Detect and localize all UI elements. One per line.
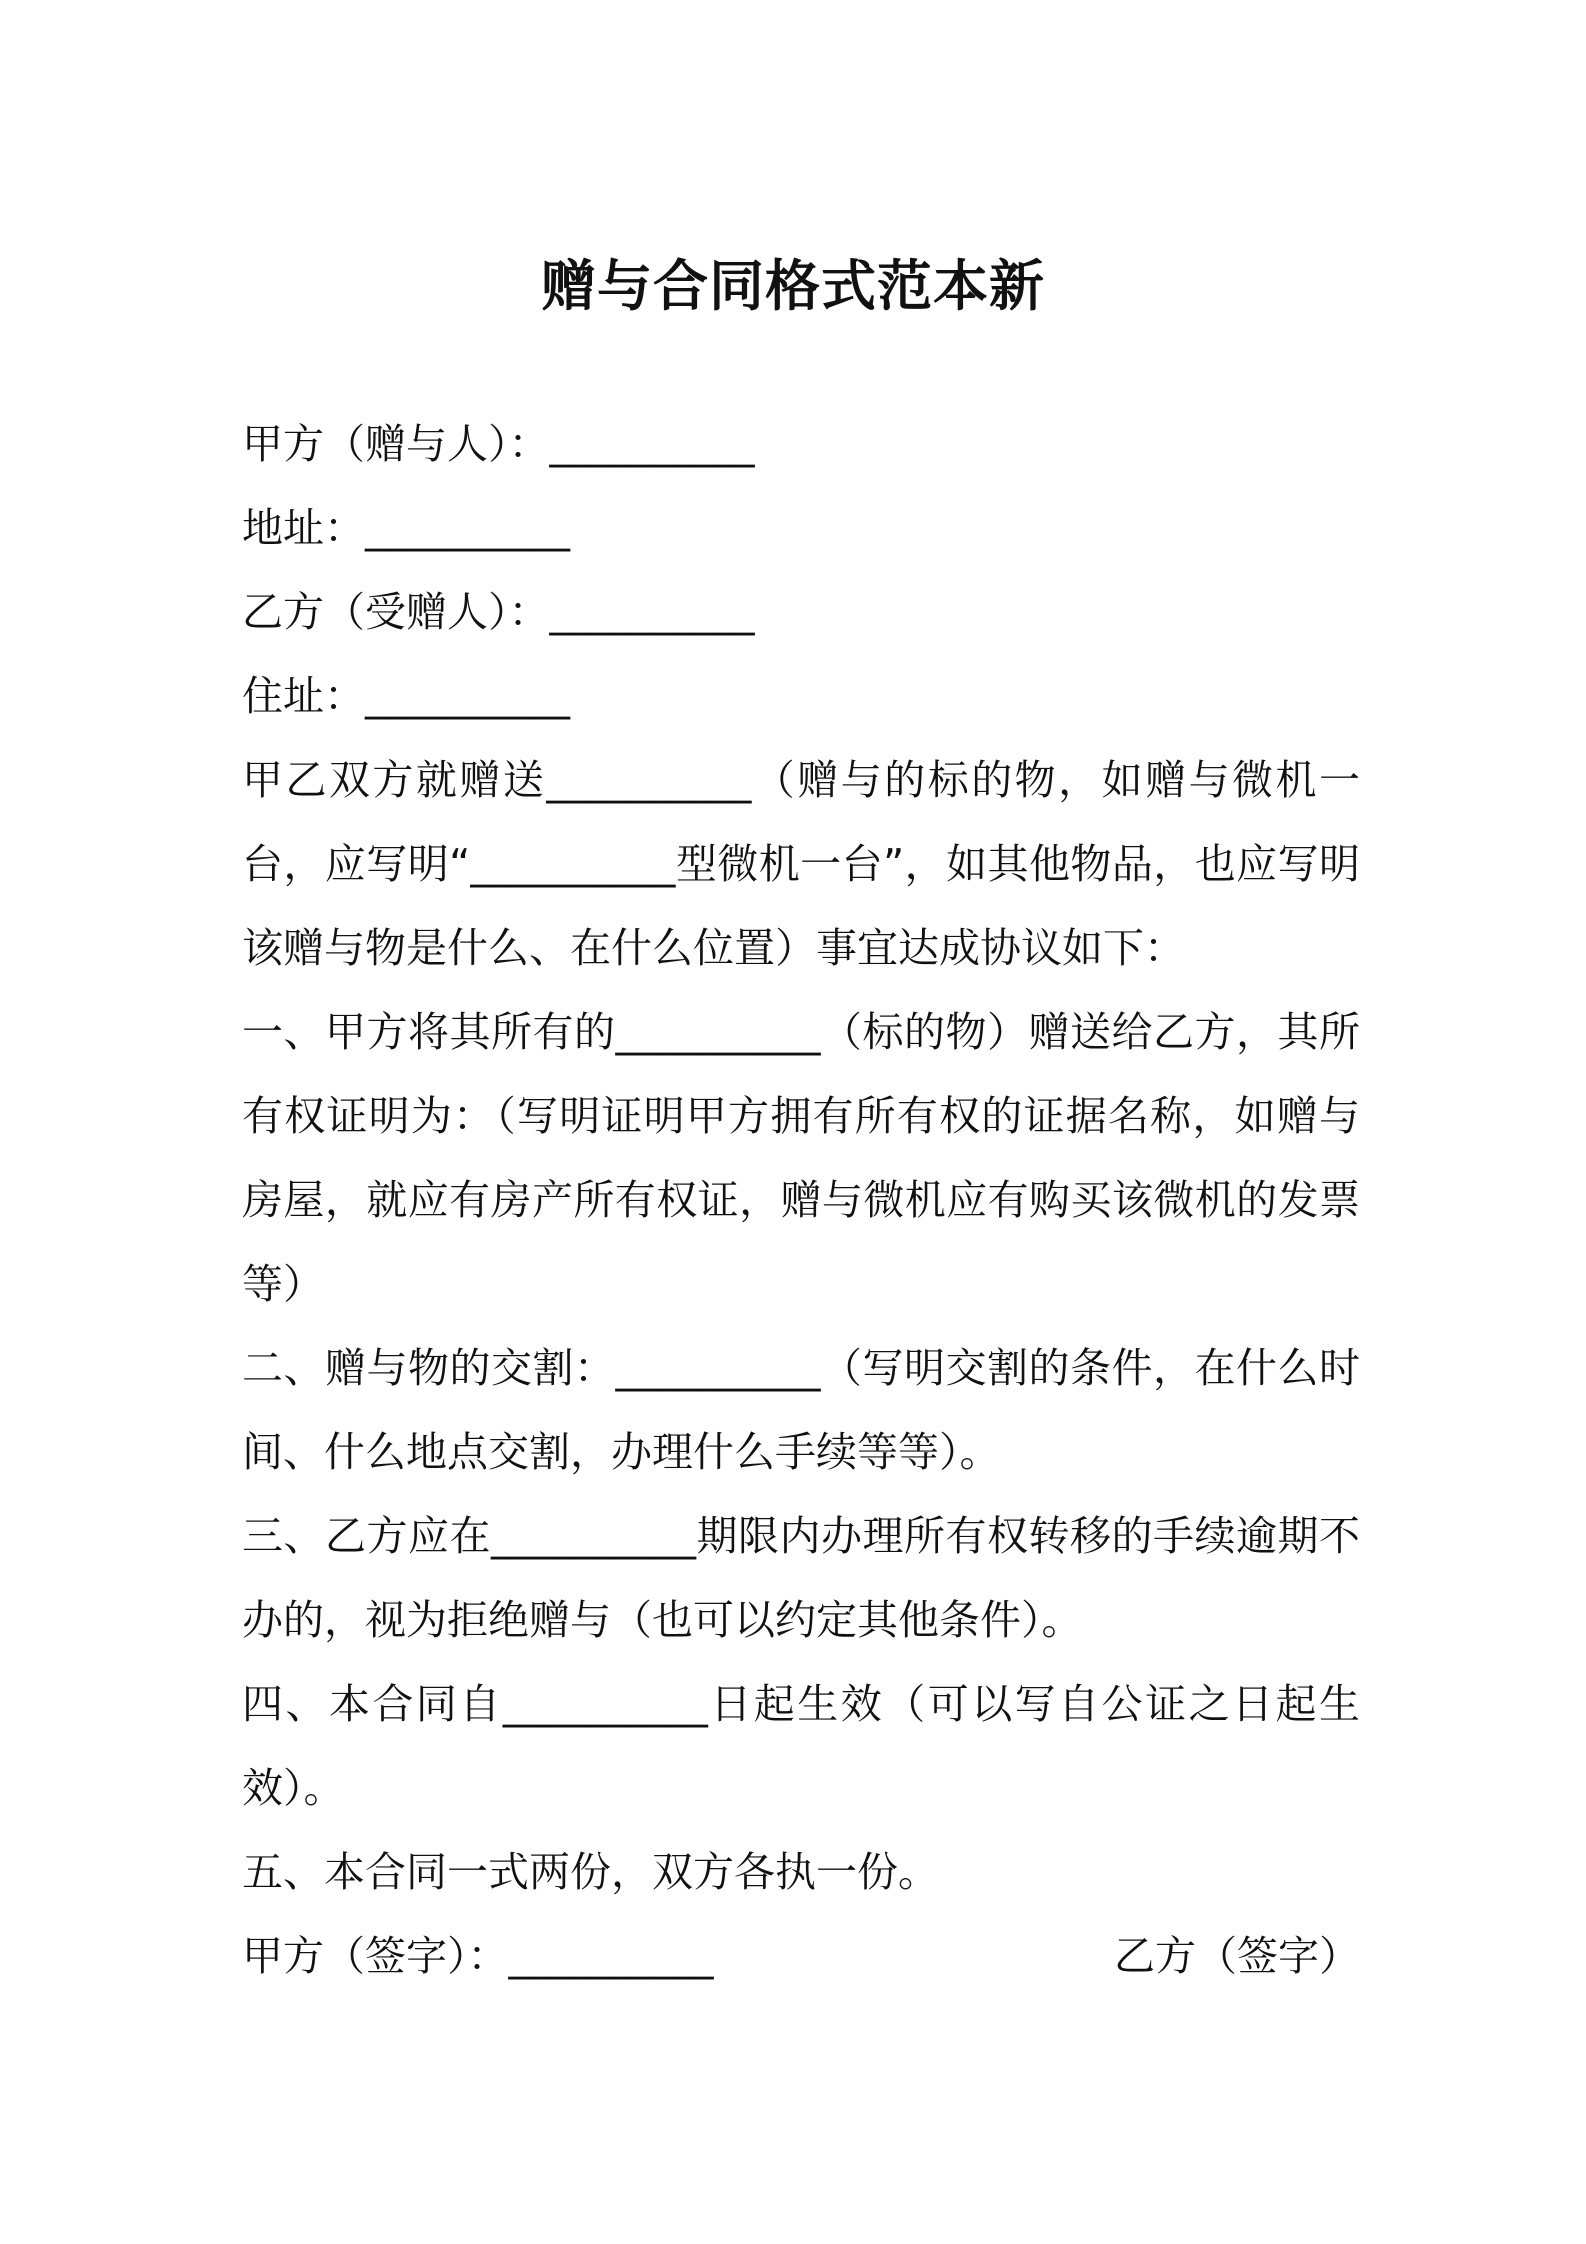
- party-a-address-line: 地址：__________: [242, 504, 570, 552]
- clause-1-paragraph: 一、甲方将其所有的__________（标的物）赠送给乙方，其所有权证明为：（写明证明甲方拥有所有权的证据名称，如赠与房屋，就应有房产所有权证，赠与微机应有购买该微机的发票等）: [242, 1008, 1360, 1308]
- document-body: [242, 402, 1360, 1998]
- clause-4-paragraph: 四、本合同自__________日起生效（可以写自公证之日起生效）。: [242, 1680, 1360, 1812]
- document-title: 赠与合同格式范本新: [540, 254, 1045, 318]
- party-b-address-line: 住址：__________: [242, 672, 570, 720]
- party-a-signature: 甲方（签字）：__________: [242, 1932, 714, 1980]
- party-a-line: 甲方（赠与人）：__________: [242, 420, 755, 468]
- party-b-line: 乙方（受赠人）：__________: [242, 588, 755, 636]
- clause-2-paragraph: 二、赠与物的交割：__________（写明交割的条件，在什么时间、什么地点交割，办理什么手续等等）。: [242, 1344, 1360, 1476]
- signature-row: [242, 1914, 1360, 1998]
- clause-3-paragraph: 三、乙方应在__________期限内办理所有权转移的手续逾期不办的，视为拒绝赠与（也可以约定其他条件）。: [242, 1512, 1360, 1644]
- clause-5-paragraph: 五、本合同一式两份，双方各执一份。: [242, 1848, 939, 1896]
- party-b-signature: 乙方（签字）: [1114, 1932, 1360, 1980]
- intro-paragraph: 甲乙双方就赠送__________（赠与的标的物，如赠与微机一台，应写明“__________型微机一台”，如其他物品，也应写明该赠与物是什么、在什么位置）事宜达成协议如下：: [242, 756, 1360, 972]
